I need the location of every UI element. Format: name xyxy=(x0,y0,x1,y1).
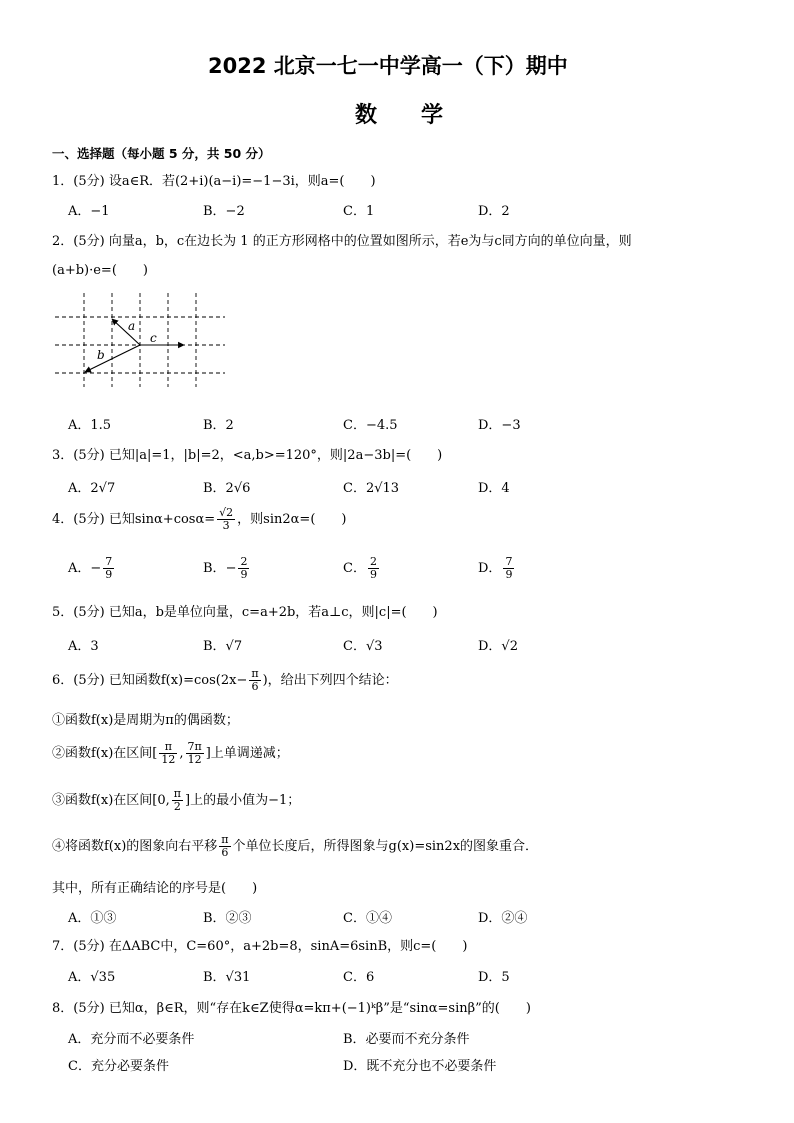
q5-option-b: B．√7 xyxy=(203,639,243,654)
q8-option-d: D．既不充分也不必要条件 xyxy=(343,1059,497,1074)
q3-option-d: D．4 xyxy=(478,481,510,496)
q5-option-c: C．√3 xyxy=(343,639,383,654)
vector-a-arrow xyxy=(112,319,140,345)
q6-ask: 其中，所有正确结论的序号是( ) xyxy=(52,881,258,896)
q5-option-a: A．3 xyxy=(68,639,99,654)
q1-stem: 1．(5分) 设a∈R．若(2+i)(a−i)=−1−3i，则a=( ) xyxy=(52,174,376,189)
q7-option-d: D．5 xyxy=(478,970,510,985)
q4-fraction: $\frac{√2}{3}$ xyxy=(219,506,234,532)
q8-option-b: B．必要而不充分条件 xyxy=(343,1032,470,1047)
q1-option-b: B．−2 xyxy=(203,204,245,219)
q3-option-b: B．2√6 xyxy=(203,481,251,496)
q2-stem-line1: 2．(5分) 向量a，b，c在边长为 1 的正方形网格中的位置如图所示，若e为与c同方向的单位向量，则 xyxy=(52,234,632,249)
q8-stem: 8．(5分) 已知α，β∈R，则“存在k∈Z使得α=kπ+(−1)ᵏβ”是“sinα=sinβ”的( ) xyxy=(52,1001,531,1016)
q5-stem: 5．(5分) 已知a，b是单位向量，c=a+2b，若a⊥c，则|c|=( ) xyxy=(52,605,438,620)
q3-option-c: C．2√13 xyxy=(343,481,400,496)
page-title: 2022 北京一七一中学高一（下）期中 xyxy=(208,54,568,78)
q2-stem-line2: (a+b)·e=( ) xyxy=(52,263,148,278)
vector-c-label: c xyxy=(150,331,157,345)
q4-option-d: D． $\frac{7}{9}$ xyxy=(478,555,513,581)
q2-option-d: D．−3 xyxy=(478,418,521,433)
q1-option-a: A．−1 xyxy=(68,204,110,219)
q6-option-b: B．②③ xyxy=(203,911,252,926)
q6-conclusion-1: ①函数f(x)是周期为π的偶函数； xyxy=(52,713,239,728)
q1-option-c: C．1 xyxy=(343,204,375,219)
q7-option-a: A．√35 xyxy=(68,970,116,985)
q1-option-d: D．2 xyxy=(478,204,510,219)
vector-a-label: a xyxy=(128,319,136,333)
subject-title: 数 学 xyxy=(355,103,444,128)
q7-stem: 7．(5分) 在ΔABC中，C=60°，a+2b=8，sinA=6sinB，则c=( ) xyxy=(52,939,468,954)
q7-option-b: B．√31 xyxy=(203,970,251,985)
q4-stem: 4．(5分) 已知sinα+cosα= $\frac{√2}{3}$ ，则sin2α=( ) xyxy=(52,506,347,532)
q6-conclusion-3: ③函数f(x)在区间[0, $\frac{\pi}{2}$ ]上的最小值为−1； xyxy=(52,787,301,813)
q3-option-a: A．2√7 xyxy=(68,481,116,496)
q2-option-c: C．−4.5 xyxy=(343,418,398,433)
vector-b-label: b xyxy=(97,348,105,362)
q6-option-a: A．①③ xyxy=(68,911,117,926)
q2-option-a: A．1.5 xyxy=(68,418,112,433)
grid-lines xyxy=(55,293,225,387)
q5-option-d: D．√2 xyxy=(478,639,518,654)
q4-option-a: A．− $\frac{7}{9}$ xyxy=(68,555,113,581)
q8-option-c: C．充分必要条件 xyxy=(68,1059,169,1074)
q2-option-b: B．2 xyxy=(203,418,234,433)
q6-conclusion-4: ④将函数f(x)的图象向右平移 $\frac{\pi}{6}$ 个单位长度后，所得图象与g(x)=sin2x的图象重合． xyxy=(52,833,539,859)
q6-stem: 6．(5分) 已知函数f(x)=cos(2x− $\frac{\pi}{6}$ )，给出下列四个结论： xyxy=(52,667,398,693)
section-title: 一、选择题（每小题 5 分，共 50 分） xyxy=(52,146,271,161)
q4-option-c: C． $\frac{2}{9}$ xyxy=(343,555,377,581)
q4-option-b: B．− $\frac{2}{9}$ xyxy=(203,555,248,581)
q8-option-a: A．充分而不必要条件 xyxy=(68,1032,195,1047)
q6-conclusion-2: ②函数f(x)在区间[ $\frac{\pi}{12}$ , $\frac{7\pi}{12}$ ]上单调递减； xyxy=(52,740,289,766)
q2-vector-grid-figure xyxy=(50,290,230,390)
q7-option-c: C．6 xyxy=(343,970,375,985)
vector-b-arrow xyxy=(85,345,140,372)
q6-option-d: D．②④ xyxy=(478,911,528,926)
q6-option-c: C．①④ xyxy=(343,911,392,926)
q3-stem: 3．(5分) 已知|a|=1，|b|=2，<a,b>=120°，则|2a−3b|=( ) xyxy=(52,448,443,463)
